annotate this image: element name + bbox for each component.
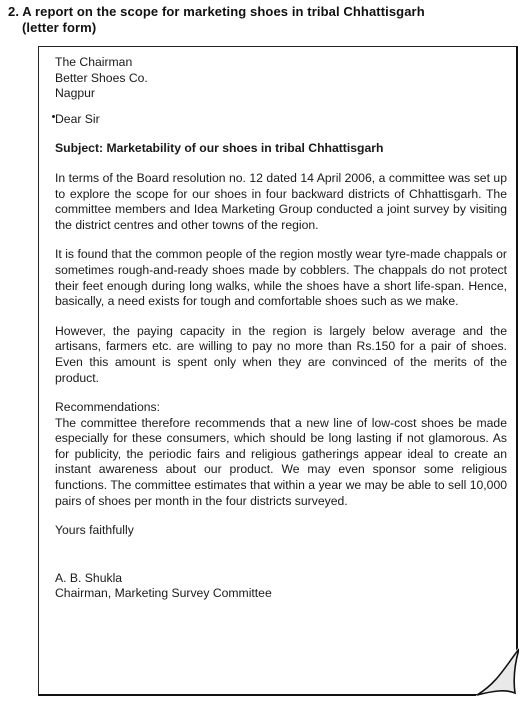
address-line: The Chairman (55, 55, 133, 69)
recommendations-paragraph: The committee therefore recommends that a new line of low-cost shoes be made especially for these consumers, which should be long lasting if not glamorous. As for publicity, the periodic fairs and religious gatherings appear ideal to create an instant awareness about our product. We may even sponsor some religious functions. The committee estimates that within a year we may be able to sell 10,000 pairs of shoes per month in the four districts surveyed. (55, 415, 507, 508)
recommendations-heading: Recommendations: (55, 400, 160, 415)
signature-name: A. B. Shukla (55, 570, 123, 585)
body-paragraph: However, the paying capacity in the region is largely below average and the artisans, farmers etc. are willing to pay no more than Rs.150 for a pair of shoes. Even this amount is spent only when they are convinced of the merits of the product. (55, 323, 507, 385)
letter-sheet (38, 46, 518, 696)
letter-body (55, 55, 507, 602)
exercise-heading (8, 4, 518, 36)
signature-block (55, 571, 507, 602)
subject-line: Subject: Marketability of our shoes in tribal Chhattisgarh (55, 141, 384, 156)
heading-line-2: (letter form) (22, 20, 97, 35)
address-line: Nagpur (55, 86, 95, 101)
body-paragraph: In terms of the Board resolution no. 12 dated 14 April 2006, a committee was set up to explore the scope for our shoes in four backward districts of Chhattisgarh. The committee members and Idea Marketing Group conducted a joint survey by visiting the district centres and other towns of the region. (55, 170, 507, 232)
signature-title: Chairman, Marketing Survey Committee (55, 586, 272, 601)
heading-line-1: 2. A report on the scope for marketing shoes in tribal Chhattisgarh (8, 4, 425, 19)
address-line: Better Shoes Co. (55, 70, 148, 85)
complimentary-close: Yours faithfully (55, 523, 134, 538)
salutation: Dear Sir (55, 111, 100, 126)
page-curl-icon (475, 647, 519, 697)
recipient-address (55, 55, 507, 102)
body-paragraph: It is found that the common people of the region mostly wear tyre-made chappals or sometimes rough-and-ready shoes made by cobblers. The chappals do not protect their feet enough during long walks, while the shoes have a short life-span. Hence, basically, a need exists for tough and comfortable shoes such as we make. (55, 247, 507, 309)
